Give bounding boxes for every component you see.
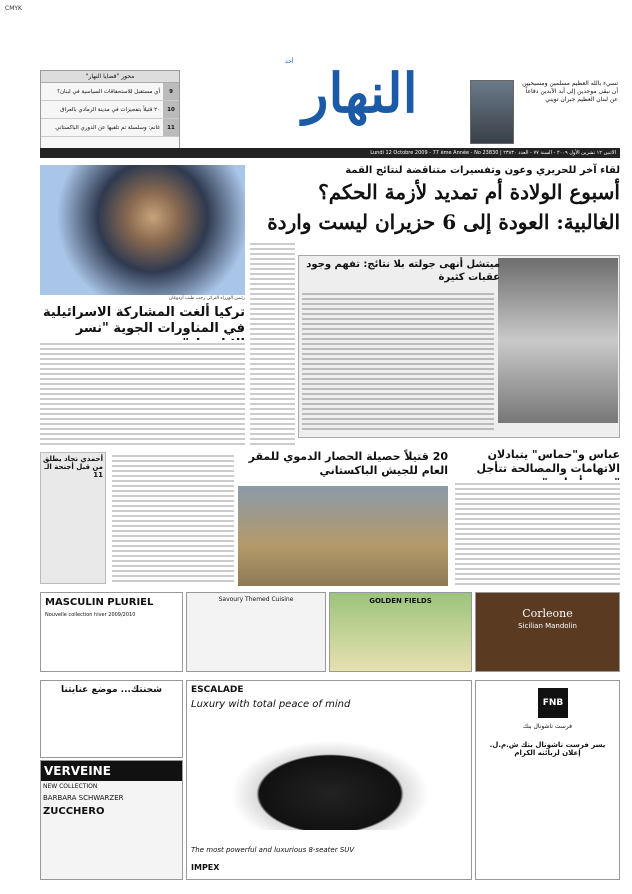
masculin-ad[interactable] — [40, 592, 183, 672]
golden-ad[interactable] — [329, 592, 472, 672]
index-box — [40, 70, 180, 150]
fnb-announcement: يسر فرست ناشونال بنك ش.م.ل. إعلان لزبائنه الكرام — [489, 741, 606, 757]
index-text: غانم: وسلسلة تم تلقيها عن الدوري الباكستاني — [55, 124, 160, 131]
erdogan-caption: رئيس الوزراء التركي رجب طيب أردوغان — [168, 296, 245, 301]
erdogan-photo — [40, 165, 245, 295]
golden-title: GOLDEN FIELDS — [369, 597, 432, 605]
fnb-arabic-name: فرست ناشونال بنك — [523, 723, 572, 730]
mitchell-headline[interactable]: ميتشل أنهى جولته بلا نتائج: تفهم وجود عقبات كثيرة — [306, 259, 500, 283]
main-kicker[interactable]: لقاء آخر للحريري وعون وتفسيرات متناقضة لنتائج القمة — [345, 165, 620, 176]
index-text: أي مستقبل للاستحقاقات السياسية في لبنان؟ — [57, 88, 160, 95]
index-page: 10 — [163, 101, 179, 118]
escalade-tagline: Luxury with total peace of mind — [191, 699, 351, 710]
escalade-title: ESCALADE — [191, 685, 244, 695]
mitchell-body — [302, 290, 494, 430]
verveine-new: NEW COLLECTION — [43, 783, 98, 790]
turkey-headline[interactable]: تركيا ألغت المشاركة الاسرائيلية في المناورات الجوية "نسر — [43, 305, 245, 336]
left-news-box — [40, 452, 106, 584]
index-title: محور "قضايا النهار" — [41, 71, 179, 83]
pakistan-headline[interactable]: 20 قتيلاً حصيلة الحصار الدموي للمقر العام للجيش الباكستاني — [248, 450, 448, 477]
cuisine-ad[interactable] — [186, 592, 326, 672]
cuisine-title: Savoury Themed Cuisine — [218, 596, 294, 603]
verveine-title: VERVEINE — [41, 761, 182, 781]
escalade-footer: The most powerful and luxurious 8-seater SUV — [191, 846, 355, 854]
index-row[interactable] — [41, 119, 179, 137]
verveine-brand: ZUCCHERO — [43, 806, 105, 817]
abbas-body — [455, 480, 620, 585]
corleone-subtitle: Sicilian Mandolin — [518, 622, 577, 630]
main-subheadline[interactable]: الغالبية: العودة إلى 6 حزيران ليست واردة — [267, 210, 620, 234]
left-box-headline[interactable]: أحمدي نجاد يطلق من قبل أجنحة الـ 11 — [43, 455, 103, 479]
masculin-subtitle: Nouvelle collection hiver 2009/2010 — [45, 612, 136, 618]
dateline: الاثنين ١٢ تشرين الأول ٢٠٠٩ - السنة ٧٧ - العدد ٢٣٨٣٠ | Lundi 12 Octobre 2009 - 77 ème Année - No 23830 — [40, 148, 620, 158]
turkey-body — [40, 340, 245, 445]
index-row[interactable] — [41, 83, 179, 101]
logo-sub: أحد — [285, 58, 294, 65]
shipping-title: شحنتك... موضع عنايتنا — [61, 685, 162, 695]
main-headline[interactable]: أسبوع الولادة أم تمديد لأزمة الحكم؟ — [318, 180, 620, 204]
tueni-oath: تسيء بالله العظيم مسلمين ومسيحيين أن نبقى موحدين إلى أبد الآبدين دفاعاً عن لبنان العظيم جبران تويني — [522, 80, 618, 103]
mitchell-photo — [498, 258, 618, 423]
corleone-ad[interactable] — [475, 592, 620, 672]
verveine-designer: BARBARA SCHWARZER — [43, 794, 124, 802]
fnb-logo: FNB — [538, 688, 568, 718]
pakistan-photo — [238, 486, 448, 586]
color-mark: CMYK — [5, 5, 22, 12]
verveine-ad[interactable] — [40, 760, 183, 880]
pakistan-body — [112, 452, 234, 584]
index-page: 11 — [163, 119, 179, 136]
masculin-title: MASCULIN PLURIEL — [45, 597, 154, 608]
newspaper-logo[interactable]: النهار — [302, 61, 418, 125]
suv-image — [230, 740, 430, 830]
impex-logo: IMPEX — [191, 863, 220, 872]
index-row[interactable] — [41, 101, 179, 119]
corleone-title: Corleone — [522, 607, 573, 620]
abbas-headline[interactable]: عباس و"حماس" يتبادلان الاتهامات والمصالحة تتأجل — [476, 448, 620, 475]
main-body-col — [250, 240, 295, 445]
tueni-photo — [470, 80, 514, 144]
shipping-ad[interactable] — [40, 680, 183, 758]
index-page: 9 — [163, 83, 179, 100]
index-text: ٢٠ قتيلاً بتفجيرات في مدينة الرمادي بالعراق — [60, 106, 160, 113]
